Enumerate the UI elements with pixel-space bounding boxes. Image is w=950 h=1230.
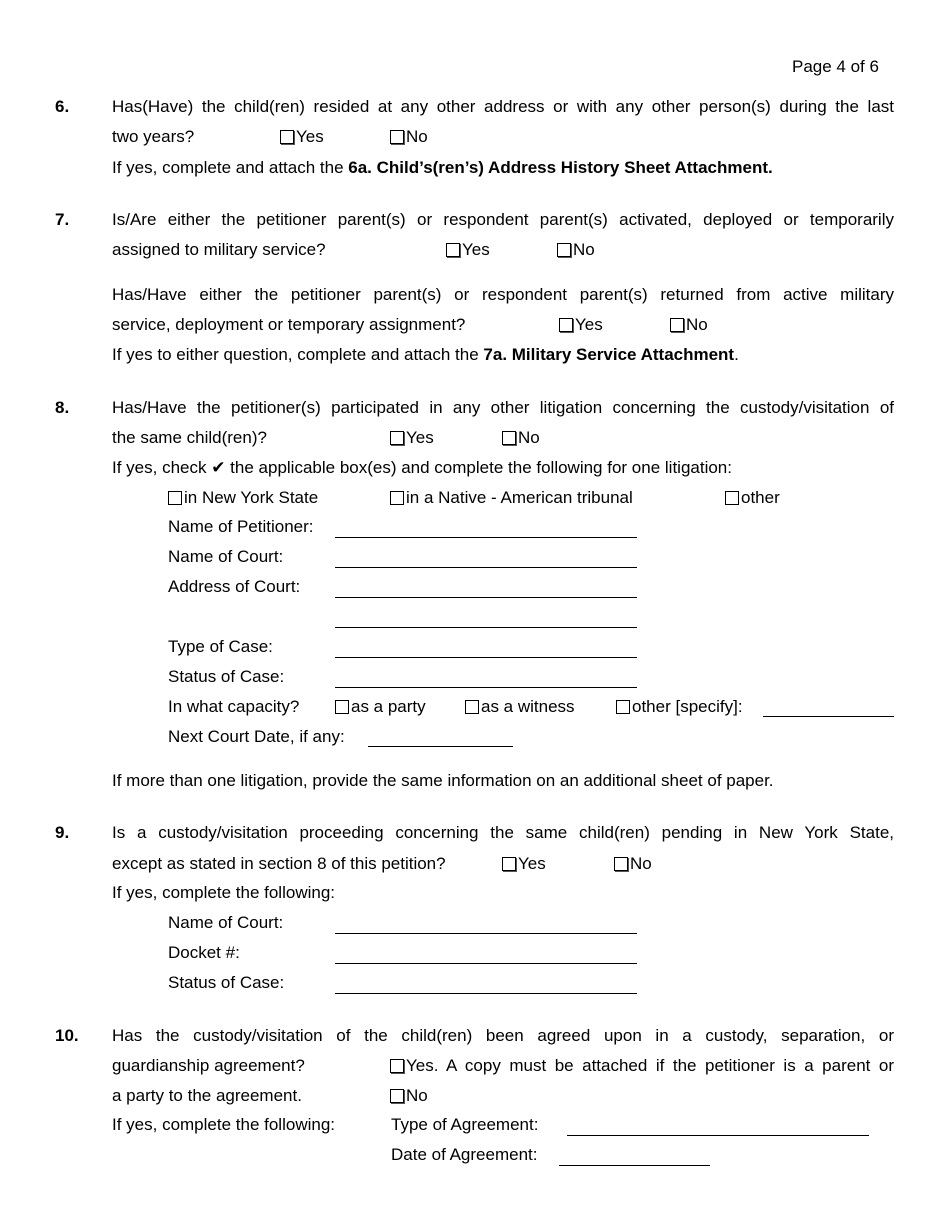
question-10-number: 10. [55,1026,79,1045]
q10-complete-instruction: If yes, complete the following: [112,1115,336,1134]
q8-capacity-witness-checkbox[interactable] [465,700,479,714]
q8-location-ny-checkbox[interactable] [168,491,182,505]
question-9-number: 9. [55,823,70,842]
q6-yes-option [280,127,324,147]
q8-next-court-date-label: Next Court Date, if any: [168,727,345,746]
q7-yes-checkbox[interactable] [446,243,460,257]
q9-docket-label: Docket #: [168,943,240,962]
q7b-no-checkbox[interactable] [670,318,684,332]
q9-yes-checkbox[interactable] [502,857,516,871]
q10-yes-checkbox[interactable] [390,1059,404,1073]
q6-attach-instruction [112,158,773,178]
q8-location-ny [168,488,318,508]
q8-name-petitioner-label: Name of Petitioner: [168,517,314,536]
q8-location-native-checkbox[interactable] [390,491,404,505]
q10-no-label: No [406,1086,428,1105]
q7-yes-label: Yes [462,240,490,259]
q8-capacity-witness-label: as a witness [481,697,575,716]
q8-check-suffix: the applicable box(es) and complete the following for one litigation: [225,458,732,477]
q8-location-native-label: in a Native - American tribunal [406,488,633,507]
q9-no-checkbox[interactable] [614,857,628,871]
question-8-text: Has/Have the petitioner(s) participated in any other litigation concerning the custody/visitation of [112,398,894,417]
q8-address-court-field-line1[interactable] [335,597,637,598]
q9-name-court-label: Name of Court: [168,913,284,932]
q10-yes-label: Yes. A copy must be attached if the petitioner is a parent or [406,1056,894,1075]
q8-status-case-label: Status of Case: [168,667,285,686]
q7-attach-name: 7a. Military Service Attachment [483,345,735,364]
q8-location-native [390,488,633,508]
q8-capacity-witness [465,697,575,717]
q10-date-agreement-label: Date of Agreement: [391,1145,538,1164]
q8-yes-label: Yes [406,428,434,447]
q10-no-option [390,1086,428,1106]
q8-capacity-party-checkbox[interactable] [335,700,349,714]
q8-check-prefix: If yes, check [112,458,212,477]
q6-no-label: No [406,127,428,146]
question-10-text: Has the custody/visitation of the child(ren) been agreed upon in a custody, separation, or [112,1026,894,1045]
q9-yes-label: Yes [518,854,546,873]
q9-yes-option [502,854,546,874]
q9-no-option [614,854,652,874]
question-6-text-cont: two years? [112,127,195,146]
q6-yes-label: Yes [296,127,324,146]
q8-more-litigation-note: If more than one litigation, provide the same information on an additional sheet of paper. [112,771,774,790]
q8-next-court-date-field[interactable] [368,746,513,747]
q8-type-case-field[interactable] [335,657,637,658]
q7-no-label: No [573,240,595,259]
q6-attach-prefix: If yes, complete and attach the [112,158,349,177]
q6-no-option [390,127,428,147]
q10-yes-option [390,1056,894,1076]
page-number: Page 4 of 6 [792,57,879,76]
q8-check-instruction [112,458,732,478]
q7b-yes-label: Yes [575,315,603,334]
question-10-text-cont2: a party to the agreement. [112,1086,302,1105]
q8-status-case-field[interactable] [335,687,637,688]
question-8-text-cont: the same child(ren)? [112,428,267,447]
q9-status-case-label: Status of Case: [168,973,285,992]
q8-name-petitioner-field[interactable] [335,537,637,538]
q7-no-option [557,240,595,260]
question-10-text-cont: guardianship agreement? [112,1056,305,1075]
q8-capacity-other [616,697,743,717]
q9-status-case-field[interactable] [335,993,637,994]
q8-type-case-label: Type of Case: [168,637,273,656]
q8-address-court-field-line2[interactable] [335,627,637,628]
question-7-text-cont: assigned to military service? [112,240,326,259]
q8-no-option [502,428,540,448]
q8-address-court-label: Address of Court: [168,577,301,596]
q7b-yes-option [559,315,603,335]
q8-capacity-party-label: as a party [351,697,426,716]
q10-type-agreement-label: Type of Agreement: [391,1115,539,1134]
q8-yes-option [390,428,434,448]
q7-attach-suffix: . [734,345,739,364]
q7b-no-option [670,315,708,335]
checkmark-icon: ✔ [211,458,226,477]
q8-capacity-party [335,697,426,717]
q8-capacity-other-checkbox[interactable] [616,700,630,714]
question-7-number: 7. [55,210,70,229]
q8-capacity-other-label: other [specify]: [632,697,743,716]
question-6-text: Has(Have) the child(ren) resided at any other address or with any other person(s) during the last [112,97,894,116]
q9-docket-field[interactable] [335,963,637,964]
q8-capacity-other-field[interactable] [763,716,894,717]
question-7b-text-cont: service, deployment or temporary assignment? [112,315,466,334]
q9-complete-instruction: If yes, complete the following: [112,883,336,902]
q10-type-agreement-field[interactable] [567,1135,869,1136]
q7-attach-instruction [112,345,739,365]
q7-no-checkbox[interactable] [557,243,571,257]
q7b-yes-checkbox[interactable] [559,318,573,332]
q6-no-checkbox[interactable] [390,130,404,144]
q6-attach-name: 6a. Child’s(ren’s) Address History Sheet Attachment. [348,158,773,177]
q8-no-label: No [518,428,540,447]
q8-no-checkbox[interactable] [502,431,516,445]
q8-name-court-label: Name of Court: [168,547,284,566]
q8-location-ny-label: in New York State [184,488,319,507]
q8-location-other-label: other [741,488,780,507]
q6-yes-checkbox[interactable] [280,130,294,144]
q10-date-agreement-field[interactable] [559,1165,710,1166]
question-6-number: 6. [55,97,70,116]
q9-no-label: No [630,854,652,873]
question-9-text: Is a custody/visitation proceeding concerning the same child(ren) pending in New York State, [112,823,894,842]
question-7-text: Is/Are either the petitioner parent(s) or respondent parent(s) activated, deployed or temporarily [112,210,894,229]
q7b-no-label: No [686,315,708,334]
q8-name-court-field[interactable] [335,567,637,568]
question-9-text-cont: except as stated in section 8 of this petition? [112,854,446,873]
q9-name-court-field[interactable] [335,933,637,934]
q8-yes-checkbox[interactable] [390,431,404,445]
q10-no-checkbox[interactable] [390,1089,404,1103]
question-7b-text: Has/Have either the petitioner parent(s) or respondent parent(s) returned from active military [112,285,894,304]
q8-capacity-label: In what capacity? [168,697,300,716]
q7-attach-prefix: If yes to either question, complete and attach the [112,345,484,364]
q7-yes-option [446,240,490,260]
q8-location-other [725,488,780,508]
q8-location-other-checkbox[interactable] [725,491,739,505]
question-8-number: 8. [55,398,70,417]
